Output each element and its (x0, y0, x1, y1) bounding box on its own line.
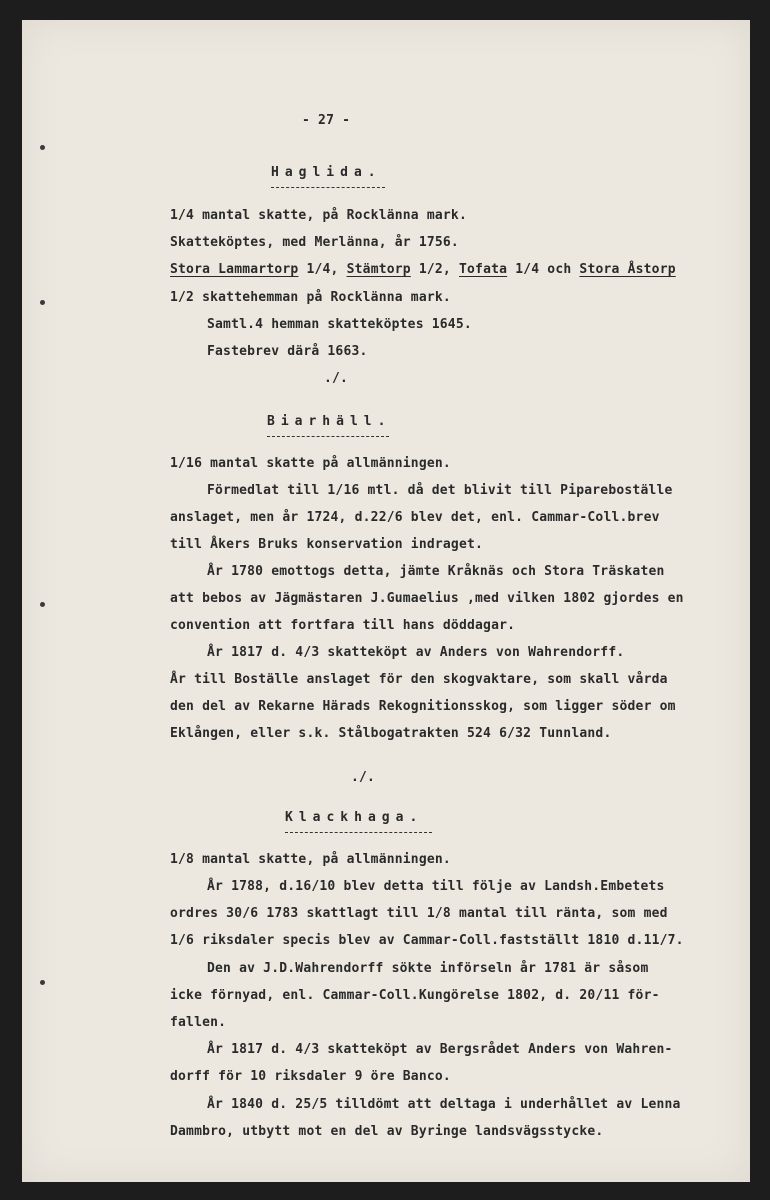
text-line: convention att fortfara till hans döddagar. (170, 618, 516, 633)
text-line: anslaget, men år 1724, d.22/6 blev det, enl. Cammar-Coll.brev (170, 510, 660, 525)
place-name: Tofata (459, 262, 508, 277)
text-line: År 1817 d. 4/3 skatteköpt av Bergsrådet Anders von Wahren- (207, 1042, 673, 1057)
text-line: Den av J.D.Wahrendorff sökte införseln år 1781 är såsom (207, 961, 649, 976)
text-line: Fastebrev därå 1663. (207, 344, 368, 359)
section-heading-klackhaga: Klackhaga. (285, 810, 424, 825)
text-line: År till Boställe anslaget för den skogvaktare, som skall vårda (170, 672, 668, 687)
text-line: till Åkers Bruks konservation indraget. (170, 537, 484, 552)
text-line: att bebos av Jägmästaren J.Gumaelius ,med vilken 1802 gjordes en (170, 591, 684, 606)
heading-underline (271, 187, 385, 188)
heading-underline (285, 832, 432, 833)
punch-hole (40, 145, 45, 150)
text-line: Eklången, eller s.k. Stålbogatrakten 524 6/32 Tunnland. (170, 726, 612, 741)
punch-hole (40, 980, 45, 985)
punch-hole (40, 300, 45, 305)
text-line: Förmedlat till 1/16 mtl. då det blivit till Pipareboställe (207, 483, 673, 498)
text-line: Skatteköptes, med Merlänna, år 1756. (170, 235, 459, 250)
page-number: - 27 - (302, 113, 351, 128)
text-line: 1/8 mantal skatte, på allmänningen. (170, 852, 451, 867)
text-line: 1/6 riksdaler specis blev av Cammar-Coll.fastställt 1810 d.11/7. (170, 933, 684, 948)
text-line: 1/2 skattehemman på Rocklänna mark. (170, 290, 451, 305)
text-line: dorff för 10 riksdaler 9 öre Banco. (170, 1069, 451, 1084)
section-separator: ./. (351, 770, 376, 785)
place-name: Stora Lammartorp (170, 262, 299, 277)
section-separator: ./. (324, 371, 349, 386)
text-line: den del av Rekarne Härads Rekognitionsskog, som ligger söder om (170, 699, 676, 714)
heading-underline (267, 436, 389, 437)
text-line: Samtl.4 hemman skatteköptes 1645. (207, 317, 472, 332)
holdings-line: Stora Lammartorp 1/4, Stämtorp 1/2, Tofata 1/4 och Stora Åstorp (170, 262, 676, 277)
text-line: Dammbro, utbytt mot en del av Byringe landsvägsstycke. (170, 1124, 604, 1139)
section-heading-biarhall: Biarhäll. (267, 414, 392, 429)
text-line: År 1788, d.16/10 blev detta till följe av Landsh.Embetets (207, 879, 665, 894)
section-heading-haglida: Haglida. (271, 165, 382, 180)
text-line: fallen. (170, 1015, 227, 1030)
punch-hole (40, 602, 45, 607)
place-name: Stämtorp (346, 262, 411, 277)
text-line: År 1840 d. 25/5 tilldömt att deltaga i underhållet av Lenna (207, 1097, 681, 1112)
place-name: Stora Åstorp (579, 262, 676, 277)
text-line: År 1780 emottogs detta, jämte Kråknäs och Stora Träskaten (207, 564, 665, 579)
text-line: icke förnyad, enl. Cammar-Coll.Kungörelse 1802, d. 20/11 för- (170, 988, 660, 1003)
text-line: 1/4 mantal skatte, på Rocklänna mark. (170, 208, 467, 223)
text-line: ordres 30/6 1783 skattlagt till 1/8 mantal till ränta, som med (170, 906, 668, 921)
text-line: 1/16 mantal skatte på allmänningen. (170, 456, 451, 471)
text-line: År 1817 d. 4/3 skatteköpt av Anders von Wahrendorff. (207, 645, 625, 660)
